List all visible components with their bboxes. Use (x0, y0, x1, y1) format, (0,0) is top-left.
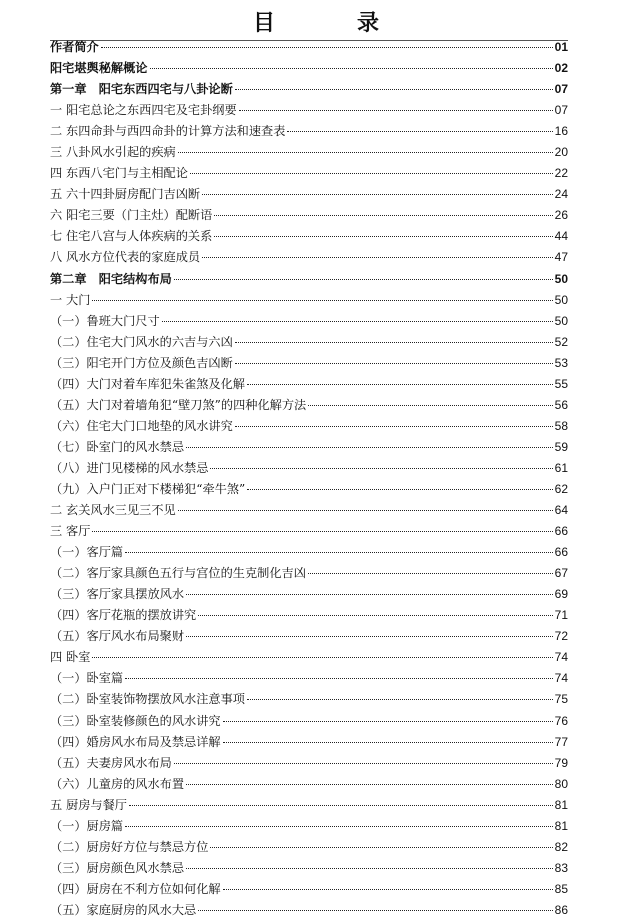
toc-entry[interactable] (50, 521, 568, 542)
toc-entry-title: （三）阳宅开门方位及颜色吉凶断 (50, 355, 233, 370)
toc-entry-title: 二 东四命卦与西四命卦的计算方法和速查表 (50, 124, 286, 139)
toc-entry-title: （三）客厅家具摆放风水 (50, 587, 185, 602)
toc-entry-page: 69 (554, 587, 568, 602)
toc-entry[interactable] (50, 774, 568, 795)
dot-leader (92, 300, 552, 301)
toc-entry[interactable] (50, 247, 568, 268)
toc-entry[interactable] (50, 689, 568, 710)
dot-leader (202, 257, 553, 258)
toc-entry[interactable] (50, 311, 568, 332)
toc-entry-title: 第二章 阳宅结构布局 (50, 271, 172, 286)
toc-entry[interactable] (50, 668, 568, 689)
toc-entry-page: 72 (554, 629, 568, 644)
toc-entry[interactable] (50, 121, 568, 142)
toc-entry-page: 81 (554, 797, 568, 812)
dot-leader (174, 279, 553, 280)
toc-entry-page: 59 (554, 439, 568, 454)
toc-entry-title: 四 东西八宅门与主相配论 (50, 166, 188, 181)
toc-entry-page: 07 (554, 103, 568, 118)
toc-entry-title: （九）入户门正对下楼梯犯“牵牛煞” (50, 481, 246, 496)
toc-entry-page: 07 (554, 82, 568, 97)
dot-leader (214, 236, 552, 237)
dot-leader (239, 110, 553, 111)
toc-entry-page: 55 (554, 376, 568, 391)
toc-entry[interactable] (50, 711, 568, 732)
toc-entry[interactable] (50, 584, 568, 605)
toc-entry[interactable] (50, 205, 568, 226)
dot-leader (247, 699, 553, 700)
toc-entry[interactable] (50, 226, 568, 247)
dot-leader (125, 826, 553, 827)
toc-entry-title: （五）大门对着墙角犯“壁刀煞”的四种化解方法 (50, 397, 307, 412)
dot-leader (223, 742, 553, 743)
dot-leader (92, 531, 552, 532)
toc-entry-title: 三 客厅 (50, 524, 91, 539)
toc-entry[interactable] (50, 374, 568, 395)
toc-entry-title: （八）进门见楼梯的风水禁忌 (50, 460, 209, 475)
toc-entry[interactable] (50, 37, 568, 58)
toc-entry-page: 76 (554, 713, 568, 728)
dot-leader (308, 573, 553, 574)
dot-leader (223, 889, 553, 890)
toc-entry[interactable] (50, 332, 568, 353)
toc-entry-page: 16 (554, 124, 568, 139)
dot-leader (186, 594, 553, 595)
toc-entry-title: （二）厨房好方位与禁忌方位 (50, 839, 209, 854)
toc-entry[interactable] (50, 458, 568, 479)
toc-entry-page: 64 (554, 503, 568, 518)
toc-entry[interactable] (50, 416, 568, 437)
toc-entry-page: 74 (554, 671, 568, 686)
toc-entry[interactable] (50, 163, 568, 184)
toc-entry-page: 50 (554, 271, 568, 286)
toc-entry-page: 22 (554, 166, 568, 181)
dot-leader (198, 615, 552, 616)
dot-leader (247, 489, 552, 490)
dot-leader (125, 552, 553, 553)
dot-leader (92, 657, 552, 658)
toc-entry-page: 56 (554, 397, 568, 412)
toc-entry-page: 80 (554, 776, 568, 791)
dot-leader (198, 910, 552, 911)
toc-entry-page: 67 (554, 566, 568, 581)
page-title: 目 录 (252, 10, 409, 36)
toc-entry-page: 71 (554, 608, 568, 623)
toc-entry-title: 四 卧室 (50, 650, 91, 665)
dot-leader (162, 321, 553, 322)
dot-leader (223, 721, 553, 722)
toc-entry-page: 52 (554, 334, 568, 349)
toc-entry[interactable] (50, 626, 568, 647)
toc-entry-title: 一 阳宅总论之东西四宅及宅卦纲要 (50, 103, 237, 118)
toc-entry-page: 01 (554, 40, 568, 54)
toc-entry-page: 86 (554, 902, 568, 917)
toc-entry[interactable] (50, 879, 568, 900)
dot-leader (178, 152, 553, 153)
toc-entry-page: 50 (554, 292, 568, 307)
dot-leader (235, 342, 553, 343)
dot-leader (235, 363, 553, 364)
toc-entry-title: （三）卧室装修颜色的风水讲究 (50, 713, 221, 728)
dot-leader (247, 384, 553, 385)
toc-entry[interactable] (50, 500, 568, 521)
dot-leader (202, 194, 553, 195)
table-of-contents (50, 37, 568, 921)
dot-leader (178, 510, 553, 511)
dot-leader (186, 784, 553, 785)
toc-entry-page: 20 (554, 145, 568, 160)
dot-leader (129, 805, 553, 806)
toc-entry[interactable] (50, 563, 568, 584)
toc-entry-page: 02 (554, 61, 568, 76)
toc-entry-title: （二）卧室装饰物摆放风水注意事项 (50, 692, 245, 707)
toc-entry-page: 53 (554, 355, 568, 370)
toc-entry-title: （一）客厅篇 (50, 545, 124, 560)
toc-entry[interactable] (50, 647, 568, 668)
toc-entry-title: （六）住宅大门口地垫的风水讲究 (50, 418, 233, 433)
toc-entry[interactable] (50, 753, 568, 774)
toc-entry[interactable] (50, 437, 568, 458)
toc-entry-title: （一）厨房篇 (50, 818, 124, 833)
toc-entry[interactable] (50, 290, 568, 311)
dot-leader (214, 215, 552, 216)
toc-entry[interactable] (50, 837, 568, 858)
dot-leader (186, 447, 553, 448)
toc-entry-title: （四）大门对着车库犯朱雀煞及化解 (50, 376, 245, 391)
toc-entry-title: 五 厨房与餐厅 (50, 797, 127, 812)
toc-entry-title: （四）客厅花瓶的摆放讲究 (50, 608, 197, 623)
toc-entry[interactable] (50, 605, 568, 626)
dot-leader (235, 426, 553, 427)
toc-entry[interactable] (50, 816, 568, 837)
toc-entry-page: 50 (554, 313, 568, 328)
toc-entry-title: （一）卧室篇 (50, 671, 124, 686)
toc-entry[interactable] (50, 795, 568, 816)
toc-entry[interactable] (50, 100, 568, 121)
toc-entry[interactable] (50, 58, 568, 79)
toc-entry[interactable] (50, 353, 568, 374)
toc-entry-page: 75 (554, 692, 568, 707)
toc-entry[interactable] (50, 732, 568, 753)
toc-entry-page: 81 (554, 818, 568, 833)
toc-entry-page: 47 (554, 250, 568, 265)
toc-entry-title: （一）鲁班大门尺寸 (50, 313, 160, 328)
toc-entry-page: 83 (554, 860, 568, 875)
dot-leader (186, 636, 553, 637)
toc-entry-title: 六 阳宅三要（门主灶）配断语 (50, 208, 213, 223)
toc-entry-page: 44 (554, 229, 568, 244)
toc-entry-page: 77 (554, 734, 568, 749)
dot-leader (101, 47, 553, 48)
toc-entry-page: 79 (554, 755, 568, 770)
dot-leader (150, 68, 553, 69)
toc-entry-title: 一 大门 (50, 292, 91, 307)
toc-entry-title: （五）客厅风水布局聚财 (50, 629, 185, 644)
toc-entry-title: （六）儿童房的风水布置 (50, 776, 185, 791)
toc-entry-page: 66 (554, 524, 568, 539)
dot-leader (308, 405, 552, 406)
dot-leader (210, 468, 552, 469)
toc-entry-title: （四）厨房在不利方位如何化解 (50, 881, 221, 896)
toc-entry-page: 58 (554, 418, 568, 433)
dot-leader (174, 763, 553, 764)
toc-entry-page: 85 (554, 881, 568, 896)
toc-entry[interactable] (50, 479, 568, 500)
toc-entry[interactable] (50, 900, 568, 921)
toc-entry-title: 七 住宅八宫与人体疾病的关系 (50, 229, 213, 244)
toc-entry-page: 82 (554, 839, 568, 854)
dot-leader (190, 173, 553, 174)
toc-entry-page: 26 (554, 208, 568, 223)
toc-entry-title: （四）婚房风水布局及禁忌详解 (50, 734, 221, 749)
toc-entry[interactable] (50, 269, 568, 290)
dot-leader (287, 131, 552, 132)
toc-entry[interactable] (50, 184, 568, 205)
toc-entry-title: （二）客厅家具颜色五行与宫位的生克制化吉凶 (50, 566, 306, 581)
toc-entry-page: 61 (554, 460, 568, 475)
toc-entry[interactable] (50, 395, 568, 416)
toc-entry-page: 66 (554, 545, 568, 560)
toc-entry-page: 62 (554, 481, 568, 496)
toc-entry-title: 阳宅堪舆秘解概论 (50, 61, 148, 76)
dot-leader (186, 868, 553, 869)
toc-entry-title: （二）住宅大门风水的六吉与六凶 (50, 334, 233, 349)
toc-entry[interactable] (50, 542, 568, 563)
toc-entry[interactable] (50, 858, 568, 879)
dot-leader (125, 678, 553, 679)
toc-entry-title: 八 风水方位代表的家庭成员 (50, 250, 201, 265)
toc-entry-page: 24 (554, 187, 568, 202)
toc-entry-title: （五）家庭厨房的风水大忌 (50, 902, 197, 917)
toc-entry[interactable] (50, 79, 568, 100)
toc-entry-title: （五）夫妻房风水布局 (50, 755, 172, 770)
toc-entry-title: （七）卧室门的风水禁忌 (50, 439, 185, 454)
dot-leader (235, 89, 553, 90)
toc-entry-title: 五 六十四卦厨房配门吉凶断 (50, 187, 201, 202)
toc-entry-page: 74 (554, 650, 568, 665)
toc-entry-title: 作者简介 (50, 40, 99, 54)
toc-entry[interactable] (50, 142, 568, 163)
toc-entry-title: 三 八卦风水引起的疾病 (50, 145, 176, 160)
toc-entry-title: 二 玄关风水三见三不见 (50, 503, 176, 518)
toc-entry-title: （三）厨房颜色风水禁忌 (50, 860, 185, 875)
toc-entry-title: 第一章 阳宅东西四宅与八卦论断 (50, 82, 233, 97)
